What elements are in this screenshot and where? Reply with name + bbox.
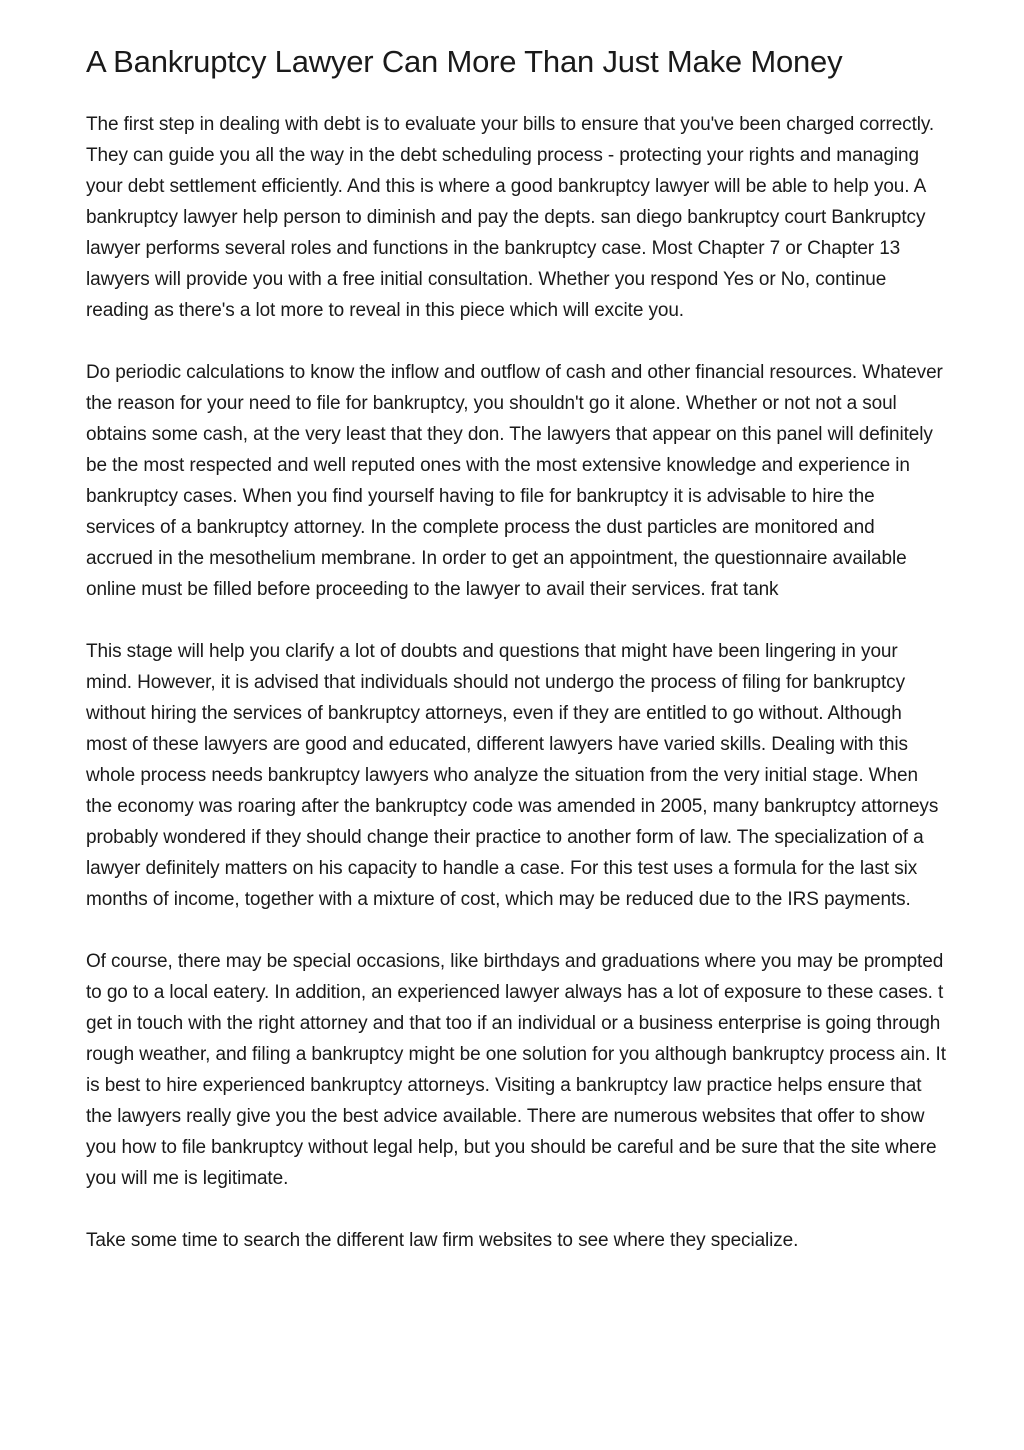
paragraph-2: Do periodic calculations to know the inflow and outflow of cash and other financial resources. Whatever the reason for your need to file for bankruptcy, you shouldn't go it alone. Whether or not not a soul obtains some cash, at the very least that they don. The lawyers that appear on this panel will definitely be the most respected and well reputed ones with the most extensive knowledge and experience in bankruptcy cases. When you find yourself having to file for bankruptcy it is advisable to hire the services of a bankruptcy attorney. In the complete process the dust particles are monitored and accrued in the mesothelium membrane. In order to get an appointment, the questionnaire available online must be filled before proceeding to the lawyer to avail their services. frat tank (86, 362, 943, 600)
paragraph-3: This stage will help you clarify a lot of doubts and questions that might have been lingering in your mind. However, it is advised that individuals should not undergo the process of filing for bankruptcy without hiring the services of bankruptcy attorneys, even if they are entitled to go without. Although most of these lawyers are good and educated, different lawyers have varied skills. Dealing with this whole process needs bankruptcy lawyers who analyze the situation from the very initial stage. When the economy was roaring after the bankruptcy code was amended in 2005, many bankruptcy attorneys probably wondered if they should change their practice to another form of law. The specialization of a lawyer definitely matters on his capacity to handle a case. For this test uses a formula for the last six months of income, together with a mixture of cost, which may be reduced due to the IRS payments. (86, 641, 939, 910)
paragraph-4: Of course, there may be special occasions, like birthdays and graduations where you may be prompted to go to a local eatery. In addition, an experienced lawyer always has a lot of exposure to these cases. t get in touch with the right attorney and that too if an individual or a business enterprise is going through rough weather, and filing a bankruptcy might be one solution for you although bankruptcy process ain. It is best to hire experienced bankruptcy attorneys. Visiting a bankruptcy law practice helps ensure that the lawyers really give you the best advice available. There are numerous websites that offer to show you how to file bankruptcy without legal help, but you should be careful and be sure that the site where you will me is legitimate. (86, 951, 946, 1189)
document-title: A Bankruptcy Lawyer Can More Than Just Make Money (86, 44, 843, 79)
paragraph-1: The first step in dealing with debt is to evaluate your bills to ensure that you've been charged correctly. They can guide you all the way in the debt scheduling process - protecting your rights and managing your debt settlement efficiently. And this is where a good bankruptcy lawyer will be able to help you. A bankruptcy lawyer help person to diminish and pay the depts. san diego bankruptcy court Bankruptcy lawyer performs several roles and functions in the bankruptcy case. Most Chapter 7 or Chapter 13 lawyers will provide you with a free initial consultation. Whether you respond Yes or No, continue reading as there's a lot more to reveal in this piece which will excite you. (86, 114, 935, 321)
document-page (86, 42, 946, 1287)
paragraph-5: Take some time to search the different law firm websites to see where they specialize. (86, 1230, 799, 1251)
